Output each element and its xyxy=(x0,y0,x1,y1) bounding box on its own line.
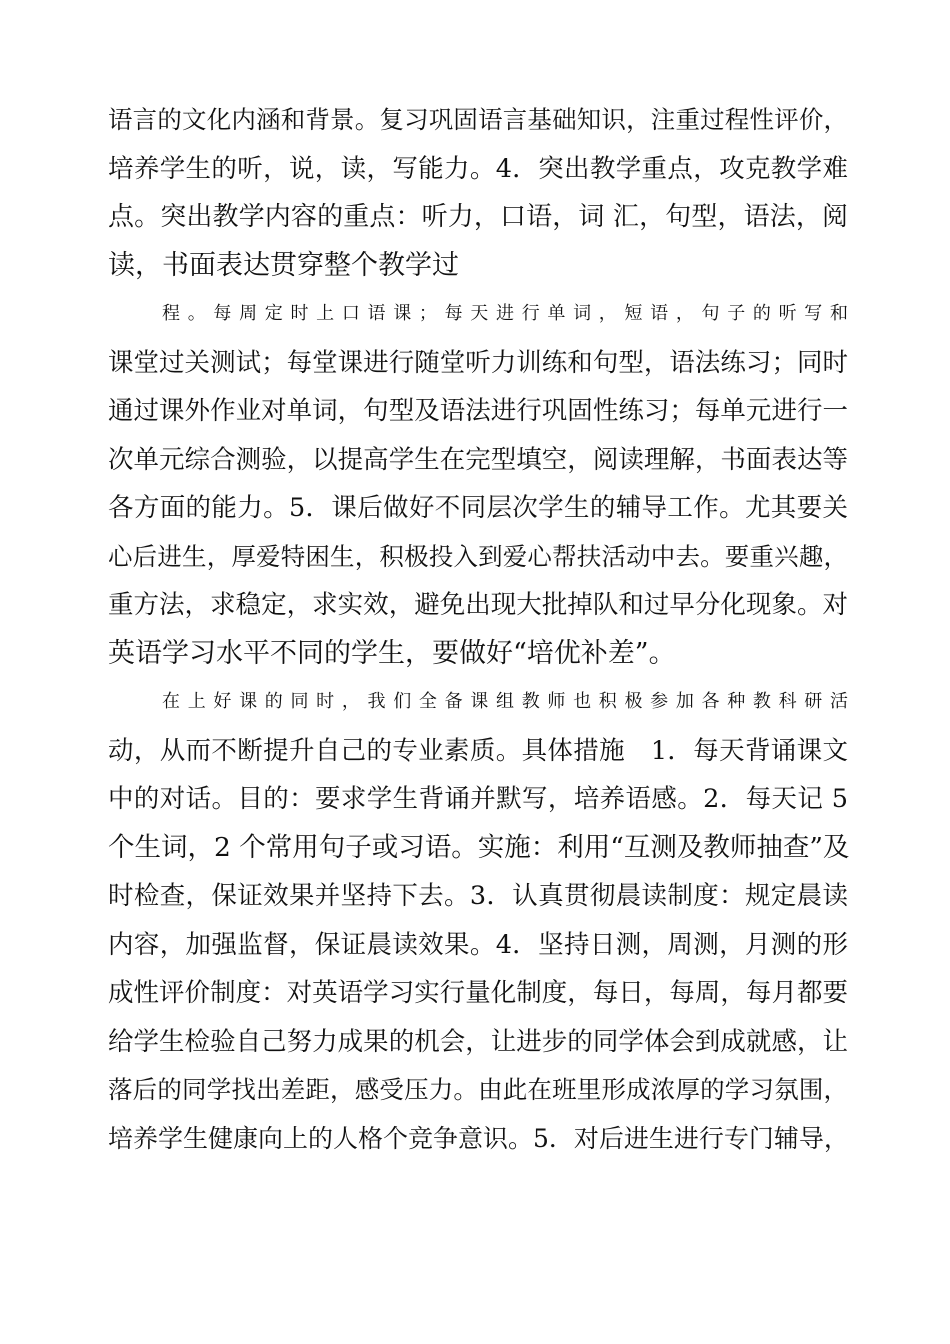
text-line: 读，书面表达贯穿整个教学过 xyxy=(108,249,459,281)
text-line: 动，从而不断提升自己的专业素质。具体措施 1．每天背诵课文 xyxy=(108,735,848,766)
text-line: 给学生检验自己努力成果的机会，让进步的同学体会到成就感，让 xyxy=(108,1026,848,1057)
text-line: 课堂过关测试；每堂课进行随堂听力训练和句型，语法练习；同时 xyxy=(108,347,848,378)
text-line: 程。每周定时上口语课；每天进行单词，短语，句子的听写和 xyxy=(162,303,848,324)
text-line: 各方面的能力。5．课后做好不同层次学生的辅导工作。尤其要关 xyxy=(108,493,848,523)
text-line: 中的对话。目的：要求学生背诵并默写，培养语感。2．每天记 5 xyxy=(108,784,848,814)
text-line: 次单元综合测验，以提高学生在完型填空，阅读理解，书面表达等 xyxy=(108,444,848,475)
text-line: 内容，加强监督，保证晨读效果。4．坚持日测，周测，月测的形 xyxy=(108,929,848,960)
text-line: 重方法，求稳定，求实效，避免出现大批掉队和过早分化现象。对 xyxy=(108,590,848,620)
text-line: 心后进生，厚爱特困生，积极投入到爱心帮扶活动中去。要重兴趣， xyxy=(108,541,848,571)
text-line: 落后的同学找出差距，感受压力。由此在班里形成浓厚的学习氛围， xyxy=(108,1075,848,1104)
body-text xyxy=(108,96,848,1163)
text-line: 时检查，保证效果并坚持下去。3．认真贯彻晨读制度：规定晨读 xyxy=(108,881,848,911)
text-line: 点。突出教学内容的重点：听力，口语，词 汇，句型，语法，阅 xyxy=(108,202,848,232)
text-line: 英语学习水平不同的学生，要做好“培优补差”。 xyxy=(108,637,676,669)
text-line: 培养学生健康向上的人格个竞争意识。5．对后进生进行专门辅导， xyxy=(108,1123,849,1153)
text-line: 在上好课的同时，我们全备课组教师也积极参加各种教科研活 xyxy=(162,691,848,712)
text-line: 通过课外作业对单词，句型及语法进行巩固性练习；每单元进行一 xyxy=(108,396,848,426)
text-line: 培养学生的听，说，读，写能力。4．突出教学重点，攻克教学难 xyxy=(108,153,848,184)
text-line: 成性评价制度：对英语学习实行量化制度，每日，每周，每月都要 xyxy=(108,978,848,1008)
text-line: 语言的文化内涵和背景。复习巩固语言基础知识，注重过程性评价， xyxy=(108,105,848,134)
text-line: 个生词，2 个常用句子或习语。实施：利用“互测及教师抽查”及 xyxy=(108,831,850,863)
